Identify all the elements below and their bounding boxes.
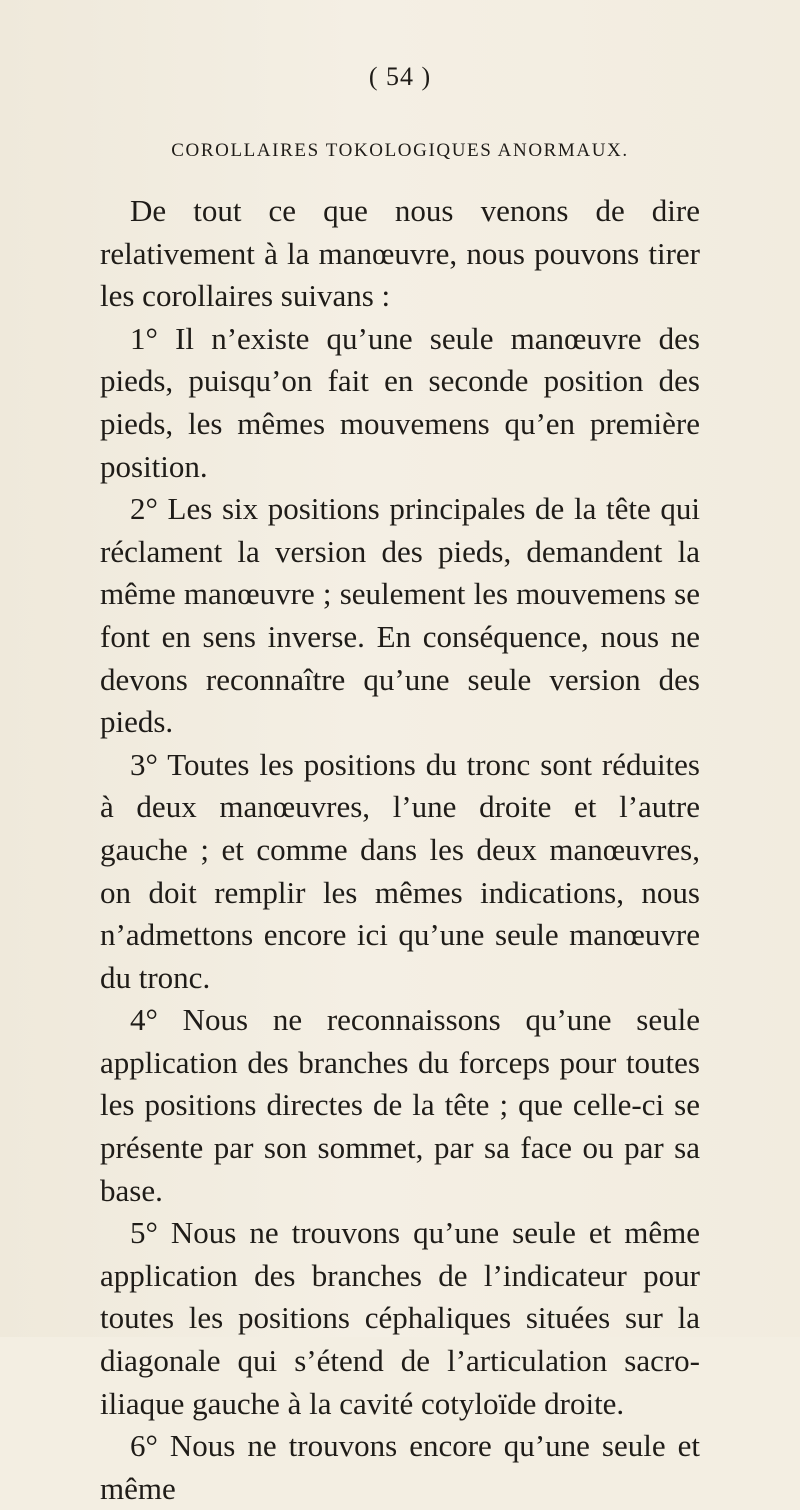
body-text	[100, 190, 700, 1510]
section-heading: COROLLAIRES TOKOLOGIQUES ANORMAUX.	[171, 140, 629, 161]
paragraph-corollary-1: 1° Il n’existe qu’une seule manœuvre des pieds, puisqu’on fait en seconde position des pieds, les mêmes mouvemens qu’en première position.	[100, 320, 700, 484]
paragraph-corollary-5: 5° Nous ne trouvons qu’une seule et même application des branches de l’indicateur pour toutes les positions céphaliques situées sur la diagonale qui s’étend de l’articulation sacro-iliaque gauche à la cavité cotyloïde droite.	[100, 1215, 700, 1421]
paragraph-corollary-6: 6° Nous ne trouvons encore qu’une seule et même	[100, 1428, 700, 1506]
paragraph-corollary-2: 2° Les six positions principales de la tête qui réclament la version des pieds, demandent la même manœuvre ; seulement les mouvemens se font en sens inverse. En conséquence, nous ne devons reconnaître qu’une seule version des pieds.	[100, 491, 700, 740]
paragraph-corollary-4: 4° Nous ne reconnaissons qu’une seule application des branches du forceps pour toutes les positions directes de la tête ; que celle-ci se présente par son sommet, par sa face ou par sa base.	[100, 1002, 700, 1208]
paragraph-corollary-3: 3° Toutes les positions du tronc sont réduites à deux manœuvres, l’une droite et l’autre gauche ; et comme dans les deux manœuvres, on doit remplir les mêmes indications, nous n’admettons encore ici qu’une seule manœuvre du tronc.	[100, 746, 700, 995]
page-number: ( 54 )	[368, 62, 432, 91]
paragraph-intro: De tout ce que nous venons de dire relativement à la manœuvre, nous pouvons tirer les corollaires suivans :	[100, 193, 700, 314]
